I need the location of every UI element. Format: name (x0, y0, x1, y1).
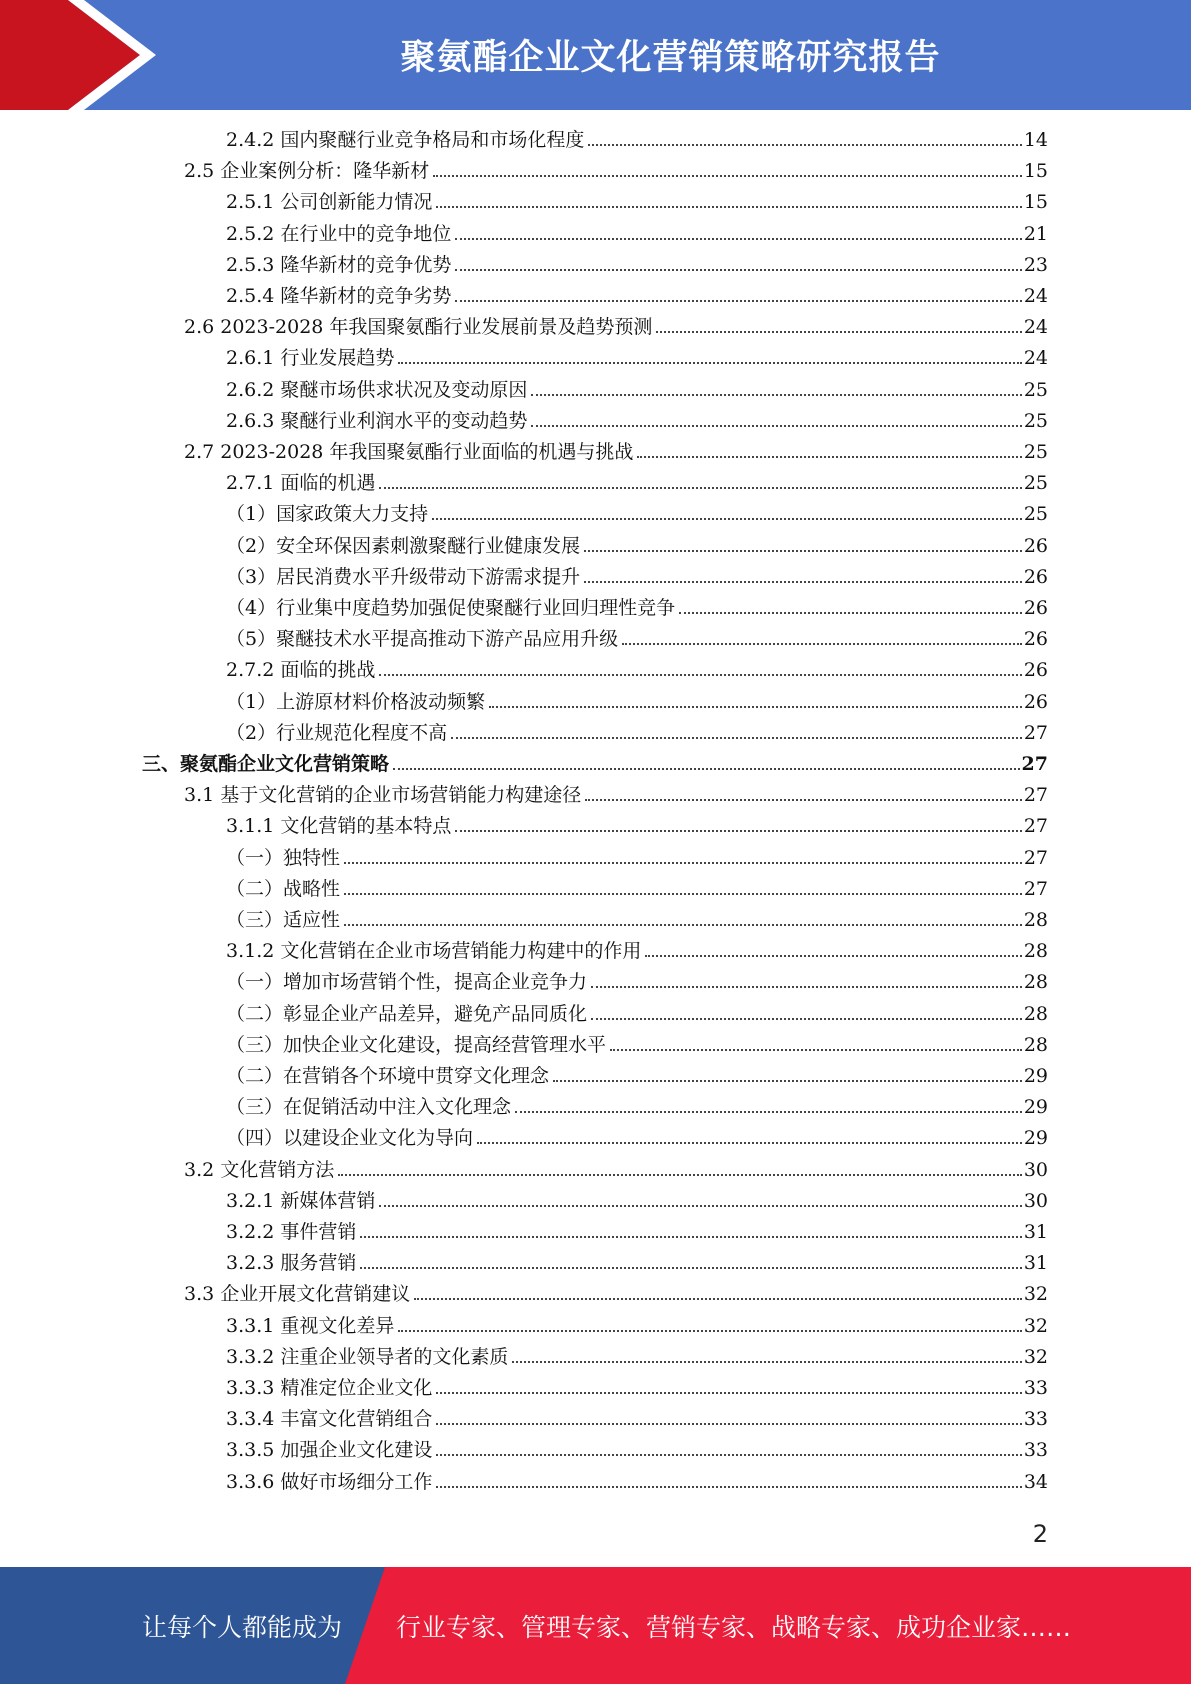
toc-entry-title: （一）增加市场营销个性，提高企业竞争力 (226, 971, 588, 993)
toc-entry[interactable] (226, 970, 1048, 994)
toc-entry[interactable] (226, 1220, 1048, 1244)
toc-entry-title: 3.2 文化营销方法 (184, 1159, 335, 1181)
toc-entry-page: 31 (1023, 1221, 1048, 1243)
toc-entry[interactable] (184, 1158, 1048, 1182)
toc-entry[interactable] (184, 783, 1048, 807)
toc-entry-title: （1）国家政策大力支持 (226, 503, 429, 525)
toc-entry[interactable] (226, 1314, 1048, 1338)
toc-entry-page: 15 (1023, 160, 1048, 182)
toc-entry[interactable] (226, 877, 1048, 901)
toc-entry[interactable] (226, 939, 1048, 963)
toc-entry[interactable] (226, 1407, 1048, 1431)
toc-dot-leader (489, 706, 1022, 708)
toc-entry[interactable] (226, 346, 1048, 370)
toc-dot-leader (477, 1142, 1022, 1144)
toc-entry-page: 24 (1023, 285, 1048, 307)
toc-entry[interactable] (226, 471, 1048, 495)
toc-entry[interactable] (226, 1189, 1048, 1213)
toc-entry-page: 33 (1023, 1439, 1048, 1461)
toc-dot-leader (344, 893, 1022, 895)
toc-entry[interactable] (226, 222, 1048, 246)
toc-dot-leader (679, 612, 1022, 614)
toc-entry[interactable] (226, 721, 1048, 745)
toc-entry-page: 28 (1023, 971, 1048, 993)
toc-dot-leader (585, 799, 1022, 801)
toc-entry[interactable] (226, 190, 1048, 214)
toc-entry[interactable] (226, 1064, 1048, 1088)
toc-entry[interactable] (142, 752, 1048, 776)
toc-dot-leader (515, 1111, 1022, 1113)
toc-entry-title: 2.6.3 聚醚行业利润水平的变动趋势 (226, 410, 528, 432)
toc-entry[interactable] (226, 1470, 1048, 1494)
toc-dot-leader (338, 1174, 1022, 1176)
toc-entry-title: 3.3.2 注重企业领导者的文化素质 (226, 1346, 509, 1368)
toc-entry-page: 27 (1023, 878, 1048, 900)
toc-entry-page: 30 (1023, 1190, 1048, 1212)
toc-dot-leader (531, 394, 1021, 396)
toc-entry-page: 33 (1023, 1408, 1048, 1430)
toc-entry-title: （三）在促销活动中注入文化理念 (226, 1096, 512, 1118)
toc-entry-title: 2.6.2 聚醚市场供求状况及变动原因 (226, 379, 528, 401)
toc-entry-page: 28 (1023, 940, 1048, 962)
toc-dot-leader (379, 1205, 1021, 1207)
toc-entry[interactable] (226, 253, 1048, 277)
toc-entry[interactable] (226, 1345, 1048, 1369)
toc-entry[interactable] (226, 1033, 1048, 1057)
toc-entry-title: 3.1.1 文化营销的基本特点 (226, 815, 452, 837)
toc-entry-title: 3.1 基于文化营销的企业市场营销能力构建途径 (184, 784, 582, 806)
toc-dot-leader (433, 175, 1022, 177)
toc-dot-leader (398, 1330, 1021, 1332)
toc-entry-page: 27 (1023, 784, 1048, 806)
toc-entry-title: 2.7.1 面临的机遇 (226, 472, 376, 494)
toc-entry-title: 2.5.3 隆华新材的竞争优势 (226, 254, 452, 276)
toc-dot-leader (436, 1392, 1021, 1394)
toc-dot-leader (360, 1236, 1021, 1238)
toc-entry-title: （二）战略性 (226, 878, 341, 900)
toc-entry-page: 26 (1023, 597, 1048, 619)
toc-entry-page: 23 (1023, 254, 1048, 276)
toc-entry-page: 26 (1023, 535, 1048, 557)
toc-dot-leader (553, 1080, 1022, 1082)
toc-entry[interactable] (226, 627, 1048, 651)
toc-entry[interactable] (226, 409, 1048, 433)
toc-entry-title: （1）上游原材料价格波动频繁 (226, 691, 486, 713)
toc-entry-page: 24 (1023, 316, 1048, 338)
toc-dot-leader (622, 643, 1022, 645)
toc-entry-page: 29 (1023, 1127, 1048, 1149)
toc-entry[interactable] (226, 690, 1048, 714)
toc-entry-title: 2.7 2023-2028 年我国聚氨酯行业面临的机遇与挑战 (184, 441, 634, 463)
toc-entry-title: 2.5.2 在行业中的竞争地位 (226, 223, 452, 245)
toc-entry-page: 28 (1023, 1003, 1048, 1025)
toc-dot-leader (436, 206, 1021, 208)
toc-entry[interactable] (226, 502, 1048, 526)
toc-dot-leader (591, 1018, 1022, 1020)
toc-dot-leader (455, 269, 1021, 271)
toc-dot-leader (656, 331, 1021, 333)
toc-entry-page: 15 (1023, 191, 1048, 213)
red-chevron-decoration (0, 0, 160, 110)
toc-entry[interactable] (226, 1376, 1048, 1400)
toc-entry[interactable] (226, 284, 1048, 308)
toc-entry-page: 24 (1023, 347, 1048, 369)
toc-entry-page: 25 (1023, 441, 1048, 463)
footer-slogan-right: 行业专家、管理专家、营销专家、战略专家、成功企业家…… (396, 1612, 1072, 1642)
toc-dot-leader (379, 674, 1021, 676)
toc-dot-leader (432, 518, 1022, 520)
toc-dot-leader (610, 1049, 1022, 1051)
toc-entry-title: 2.5 企业案例分析：隆华新材 (184, 160, 430, 182)
toc-entry[interactable] (226, 1251, 1048, 1275)
toc-entry[interactable] (226, 565, 1048, 589)
toc-dot-leader (436, 1423, 1021, 1425)
toc-entry-page: 29 (1023, 1065, 1048, 1087)
toc-entry[interactable] (226, 814, 1048, 838)
toc-entry-title: 3.3.3 精准定位企业文化 (226, 1377, 433, 1399)
toc-entry-title: 3.2.3 服务营销 (226, 1252, 357, 1274)
report-title: 聚氨酯企业文化营销策略研究报告 (400, 38, 941, 78)
toc-dot-leader (436, 1454, 1021, 1456)
footer-band (0, 1567, 1191, 1684)
toc-entry-page: 21 (1023, 223, 1048, 245)
toc-dot-leader (344, 924, 1022, 926)
toc-dot-leader (588, 144, 1021, 146)
header-band (0, 0, 1191, 110)
toc-entry-title: （二）在营销各个环境中贯穿文化理念 (226, 1065, 550, 1087)
toc-entry[interactable] (226, 534, 1048, 558)
toc-entry[interactable] (226, 1002, 1048, 1026)
toc-entry-page: 28 (1023, 909, 1048, 931)
toc-dot-leader (344, 862, 1022, 864)
toc-entry-page: 27 (1023, 722, 1048, 744)
toc-dot-leader (512, 1361, 1021, 1363)
toc-entry-title: 3.1.2 文化营销在企业市场营销能力构建中的作用 (226, 940, 642, 962)
toc-entry-title: 3.2.2 事件营销 (226, 1221, 357, 1243)
toc-dot-leader (531, 425, 1021, 427)
toc-entry-page: 26 (1023, 659, 1048, 681)
toc-entry-page: 25 (1023, 410, 1048, 432)
toc-entry-title: 3.3.6 做好市场细分工作 (226, 1471, 433, 1493)
toc-entry-page: 25 (1023, 503, 1048, 525)
toc-entry[interactable] (184, 1282, 1048, 1306)
toc-entry-page: 30 (1023, 1159, 1048, 1181)
toc-dot-leader (455, 238, 1021, 240)
toc-entry-page: 25 (1023, 379, 1048, 401)
toc-dot-leader (414, 1298, 1022, 1300)
toc-entry-page: 26 (1023, 566, 1048, 588)
toc-entry-title: （5）聚醚技术水平提高推动下游产品应用升级 (226, 628, 619, 650)
toc-entry-page: 32 (1023, 1346, 1048, 1368)
toc-entry[interactable] (226, 846, 1048, 870)
toc-dot-leader (436, 1486, 1021, 1488)
toc-entry-title: 3.2.1 新媒体营销 (226, 1190, 376, 1212)
toc-dot-leader (455, 830, 1021, 832)
toc-dot-leader (455, 300, 1021, 302)
toc-entry-page: 34 (1023, 1471, 1048, 1493)
toc-entry-title: （4）行业集中度趋势加强促使聚醚行业回归理性竞争 (226, 597, 676, 619)
toc-dot-leader (637, 456, 1021, 458)
toc-entry-page: 14 (1023, 129, 1048, 151)
toc-entry-page: 27 (1023, 847, 1048, 869)
toc-entry[interactable] (184, 315, 1048, 339)
toc-dot-leader (584, 550, 1022, 552)
toc-entry-page: 27 (1023, 815, 1048, 837)
toc-entry-title: 2.7.2 面临的挑战 (226, 659, 376, 681)
toc-dot-leader (360, 1267, 1021, 1269)
toc-entry-page: 28 (1023, 1034, 1048, 1056)
toc-dot-leader (584, 581, 1022, 583)
toc-entry[interactable] (226, 658, 1048, 682)
toc-entry-title: （2）行业规范化程度不高 (226, 722, 448, 744)
toc-entry-page: 33 (1023, 1377, 1048, 1399)
toc-entry-title: 3.3.4 丰富文化营销组合 (226, 1408, 433, 1430)
toc-entry[interactable] (226, 596, 1048, 620)
toc-entry-title: 3.3 企业开展文化营销建议 (184, 1283, 411, 1305)
toc-entry-title: （3）居民消费水平升级带动下游需求提升 (226, 566, 581, 588)
toc-dot-leader (591, 986, 1022, 988)
toc-entry-title: （二）彰显企业产品差异，避免产品同质化 (226, 1003, 588, 1025)
toc-dot-leader (398, 362, 1021, 364)
toc-entry-title: 3.3.1 重视文化差异 (226, 1315, 395, 1337)
toc-entry-title: 2.4.2 国内聚醚行业竞争格局和市场化程度 (226, 129, 585, 151)
toc-entry-page: 25 (1023, 472, 1048, 494)
toc-entry-page: 26 (1023, 691, 1048, 713)
page-number: 2 (1032, 1520, 1048, 1548)
toc-dot-leader (379, 487, 1021, 489)
toc-entry[interactable] (226, 1095, 1048, 1119)
toc-entry-page: 32 (1023, 1315, 1048, 1337)
toc-entry-title: 2.5.4 隆华新材的竞争劣势 (226, 285, 452, 307)
toc-entry[interactable] (226, 378, 1048, 402)
toc-entry-page: 32 (1023, 1283, 1048, 1305)
toc-entry-title: （一）独特性 (226, 847, 341, 869)
toc-entry-title: 3.3.5 加强企业文化建设 (226, 1439, 433, 1461)
toc-entry-page: 29 (1023, 1096, 1048, 1118)
toc-entry-title: 2.5.1 公司创新能力情况 (226, 191, 433, 213)
toc-entry-title: （三）适应性 (226, 909, 341, 931)
toc-entry-page: 31 (1023, 1252, 1048, 1274)
toc-entry[interactable] (226, 1438, 1048, 1462)
toc-entry-title: （四）以建设企业文化为导向 (226, 1127, 474, 1149)
toc-entry[interactable] (226, 1126, 1048, 1150)
toc-entry-title: （2）安全环保因素刺激聚醚行业健康发展 (226, 535, 581, 557)
toc-entry-title: 三、聚氨酯企业文化营销策略 (142, 753, 390, 775)
toc-dot-leader (645, 955, 1021, 957)
toc-entry-page: 26 (1023, 628, 1048, 650)
toc-entry-title: （三）加快企业文化建设，提高经营管理水平 (226, 1034, 607, 1056)
footer-slogan-left: 让每个人都能成为 (142, 1612, 343, 1642)
toc-entry[interactable] (184, 159, 1048, 183)
toc-entry[interactable] (226, 908, 1048, 932)
toc-entry[interactable] (184, 440, 1048, 464)
toc-entry-title: 2.6 2023-2028 年我国聚氨酯行业发展前景及趋势预测 (184, 316, 653, 338)
toc-entry-page: 27 (1021, 753, 1048, 775)
toc-entry-title: 2.6.1 行业发展趋势 (226, 347, 395, 369)
toc-entry[interactable] (226, 128, 1048, 152)
toc-dot-leader (451, 737, 1022, 739)
toc-dot-leader (393, 768, 1020, 770)
